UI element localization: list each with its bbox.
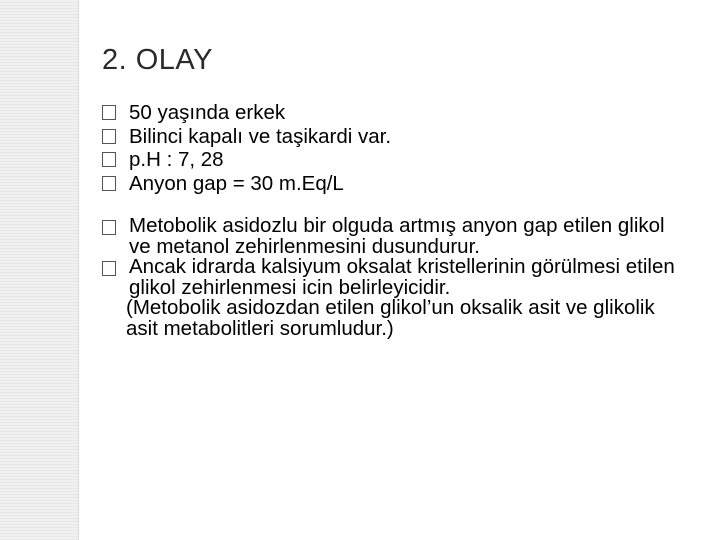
bullet-text: 50 yaşında erkek [129,101,286,124]
bullet-text: Ancak idrarda kalsiyum oksalat kristellerinin görülmesi etilen glikol zehirlenmesi icin belirleyicidir. [129,255,675,299]
bullet-item [102,125,682,149]
bullet-text: p.H : 7, 28 [129,148,224,171]
bullet-item [102,148,682,172]
bullet-text: Metobolik asidozlu bir olguda artmış anyon gap etilen glikol ve metanol zehirlenmesini dusundurur. [129,214,665,258]
bullet-box-icon [102,105,116,120]
slide-title: 2. OLAY [102,44,213,76]
decorative-divider [78,0,79,540]
bullet-box-icon [102,220,116,235]
bullet-text: Anyon gap = 30 m.Eq/L [129,171,344,195]
slide-body [102,101,682,339]
bullet-item [102,257,682,298]
bullet-box-icon [102,261,116,276]
bullet-box-icon [102,152,116,167]
bullet-box-icon [102,129,116,144]
bullet-item [102,216,682,257]
bullet-item [102,101,682,125]
spacer [102,195,682,216]
bullet-item [102,172,682,196]
bullet-text: Bilinci kapalı ve taşikardi var. [129,124,392,148]
bullet-box-icon [102,176,116,191]
decorative-side-band [0,0,78,540]
note-paragraph: (Metobolik asidozdan etilen glikol’un oksalik asit ve glikolik asit metabolitleri sorumludur.) [126,296,655,340]
